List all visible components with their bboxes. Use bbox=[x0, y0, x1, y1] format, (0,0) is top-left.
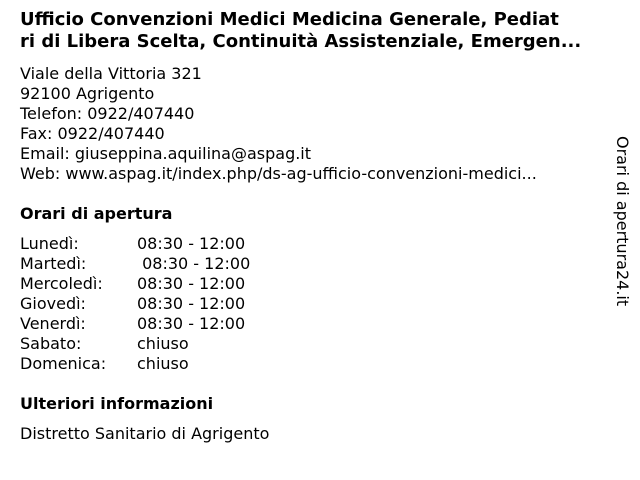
contact-block bbox=[20, 64, 537, 184]
address-city: 92100 Agrigento bbox=[20, 84, 155, 103]
hours-row-friday bbox=[20, 314, 250, 334]
hours-row-monday bbox=[20, 234, 250, 254]
hours-row-thursday bbox=[20, 294, 250, 314]
website-url: Web: www.aspag.it/index.php/ds-ag-ufficio-convenzioni-medici... bbox=[20, 164, 537, 183]
hours-row-sunday bbox=[20, 354, 250, 374]
site-watermark: Orari di apertura24.it bbox=[613, 136, 632, 307]
fax-number: Fax: 0922/407440 bbox=[20, 124, 165, 143]
address-street: Viale della Vittoria 321 bbox=[20, 64, 202, 83]
additional-info-text: Distretto Sanitario di Agrigento bbox=[20, 424, 270, 443]
additional-info-heading: Ulteriori informazioni bbox=[20, 394, 214, 413]
opening-hours-table bbox=[20, 234, 250, 374]
day-label: Martedì: bbox=[20, 254, 87, 273]
day-label: Lunedì: bbox=[20, 234, 79, 253]
page-title-line-1: Ufficio Convenzioni Medici Medicina Generale, Pediat bbox=[20, 9, 559, 30]
hours-value: 08:30 - 12:00 bbox=[137, 294, 246, 313]
day-label: Venerdì: bbox=[20, 314, 86, 333]
phone-number: Telefon: 0922/407440 bbox=[20, 104, 195, 123]
day-label: Mercoledì: bbox=[20, 274, 103, 293]
hours-row-wednesday bbox=[20, 274, 250, 294]
day-label: Sabato: bbox=[20, 334, 82, 353]
hours-value: 08:30 - 12:00 bbox=[137, 314, 246, 333]
hours-value: 08:30 - 12:00 bbox=[137, 234, 246, 253]
hours-row-saturday bbox=[20, 334, 250, 354]
hours-row-tuesday bbox=[20, 254, 250, 274]
hours-value: chiuso bbox=[137, 354, 189, 373]
page-title-line-2: ri di Libera Scelta, Continuità Assistenziale, Emergen... bbox=[20, 31, 582, 52]
email-address: Email: giuseppina.aquilina@aspag.it bbox=[20, 144, 312, 163]
hours-value: 08:30 - 12:00 bbox=[137, 274, 246, 293]
day-label: Giovedì: bbox=[20, 294, 86, 313]
hours-value: chiuso bbox=[137, 334, 189, 353]
day-label: Domenica: bbox=[20, 354, 107, 373]
opening-hours-heading: Orari di apertura bbox=[20, 204, 173, 223]
page-title bbox=[20, 9, 620, 53]
hours-value: 08:30 - 12:00 bbox=[137, 254, 251, 273]
